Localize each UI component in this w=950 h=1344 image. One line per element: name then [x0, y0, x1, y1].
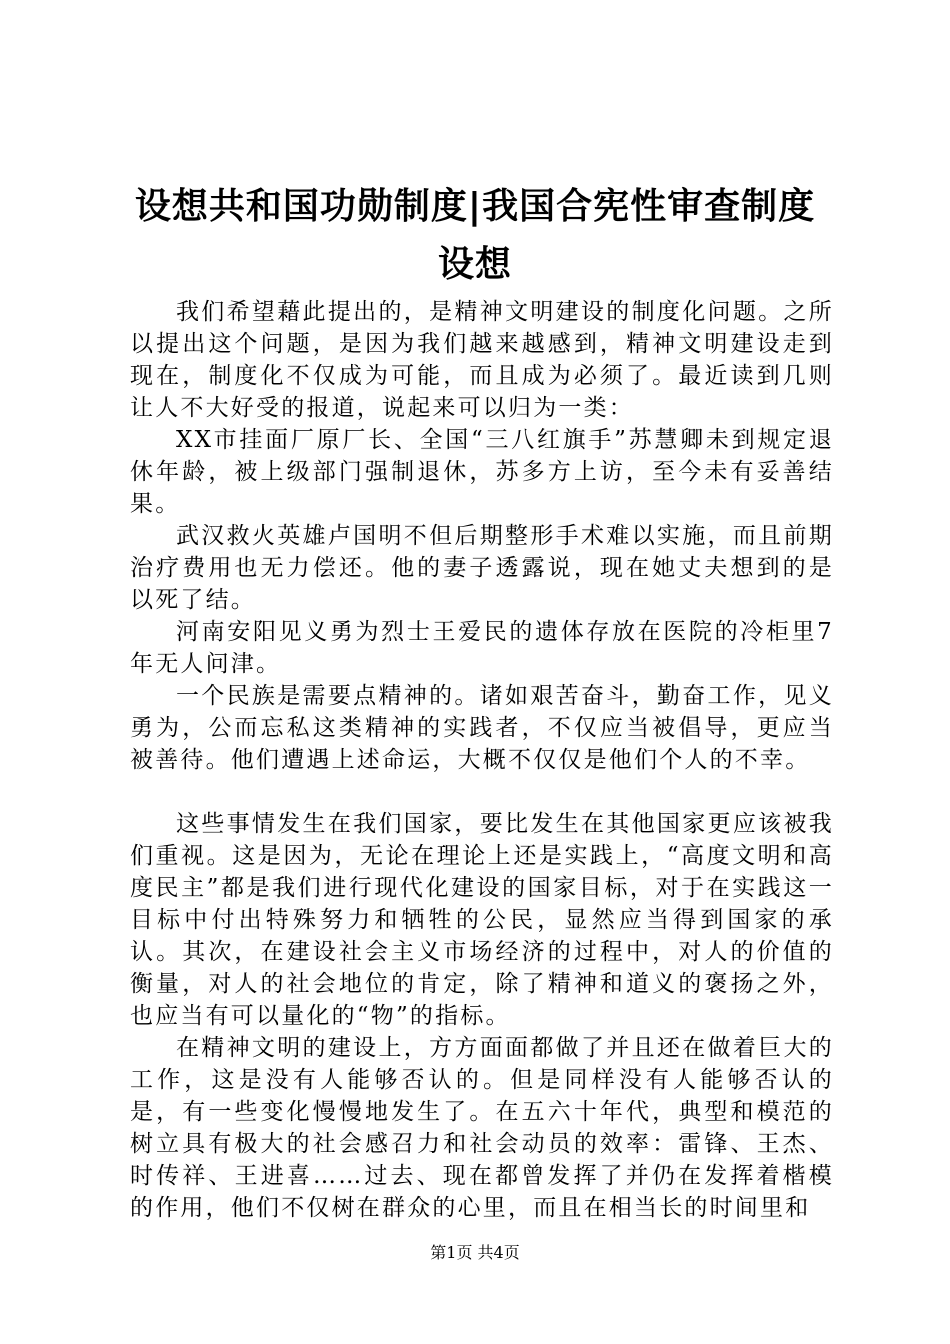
- paragraph: 武汉救火英雄卢国明不但后期整形手术难以实施，而且前期治疗费用也无力偿还。他的妻子透露说，现在她丈夫想到的是以死了结。: [130, 523, 834, 613]
- page-number-footer: 第1页 共4页: [430, 1243, 520, 1262]
- paragraph: 在精神文明的建设上，方方面面都做了并且还在做着巨大的工作，这是没有人能够否认的。但是同样没有人能够否认的是，有一些变化慢慢地发生了。在五六十年代，典型和模范的树立具有极大的社会感召力和社会动员的效率：雷锋、王杰、时传祥、王进喜……过去、现在都曾发挥了并仍在发挥着楷模的作用，他们不仅树在群众的心里，而且在相当长的时间里和: [130, 1035, 834, 1221]
- paragraph: 我们希望藉此提出的，是精神文明建设的制度化问题。之所以提出这个问题，是因为我们越来越感到，精神文明建设走到现在，制度化不仅成为可能，而且成为必须了。最近读到几则让人不大好受的报道，说起来可以归为一类：: [130, 299, 834, 421]
- paragraph: XX市挂面厂原厂长、全国“三八红旗手”苏慧卿未到规定退休年龄，被上级部门强制退休，苏多方上访，至今未有妥善结果。: [130, 427, 834, 517]
- paragraph: 这些事情发生在我们国家，要比发生在其他国家更应该被我们重视。这是因为，无论在理论上还是实践上，“高度文明和高度民主”都是我们进行现代化建设的国家目标，对于在实践这一目标中付出特殊努力和牺牲的公民，显然应当得到国家的承认。其次，在建设社会主义市场经济的过程中，对人的价值的衡量，对人的社会地位的肯定，除了精神和道义的褒扬之外，也应当有可以量化的“物”的指标。: [130, 811, 834, 1029]
- paragraph: 一个民族是需要点精神的。诸如艰苦奋斗，勤奋工作，见义勇为，公而忘私这类精神的实践者，不仅应当被倡导，更应当被善待。他们遭遇上述命运，大概不仅仅是他们个人的不幸。: [130, 683, 834, 773]
- document-title: 设想共和国功勋制度|我国合宪性审查制度设想: [134, 186, 816, 285]
- paragraph: 河南安阳见义勇为烈士王爱民的遗体存放在医院的冷柜里7年无人问津。: [130, 619, 834, 677]
- document-body: [130, 296, 834, 1224]
